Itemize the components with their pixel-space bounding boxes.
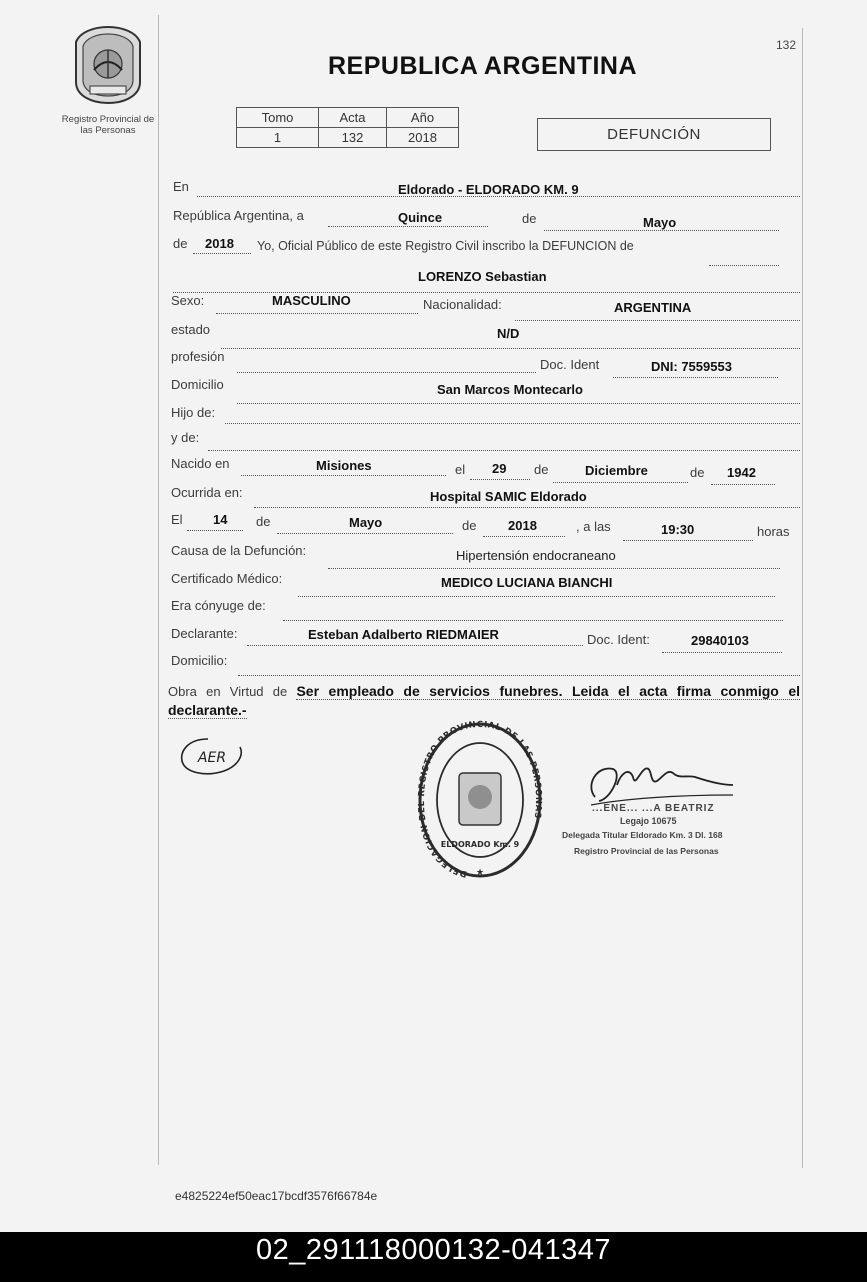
estado-label: estado	[171, 322, 211, 337]
domicilio2-label: Domicilio:	[171, 653, 228, 668]
dotted-line	[208, 450, 800, 451]
def-anio-value: 2018	[508, 518, 537, 533]
obra-label: Obra en Virtud de	[168, 684, 288, 699]
table-header-cell: Tomo	[237, 108, 319, 128]
dotted-line	[216, 313, 418, 314]
dotted-line	[238, 675, 800, 676]
dotted-line	[515, 320, 800, 321]
el-label: el	[455, 462, 466, 477]
de5-label: de	[256, 514, 271, 529]
day-words-value: Quince	[398, 210, 443, 225]
dotted-line	[709, 265, 779, 266]
year-value: 2018	[205, 236, 234, 251]
page-number: 132	[776, 38, 797, 52]
dotted-line	[187, 530, 243, 531]
page-title: REPUBLICA ARGENTINA	[328, 52, 638, 80]
obra-value: Ser empleado de servicios funebres. Leida el acta firma conmigo el declarante.-	[168, 683, 800, 718]
dotted-line	[237, 403, 800, 404]
stamp-center-text: ELDORADO Km. 9	[440, 840, 520, 849]
table-header-cell: Año	[387, 108, 459, 128]
dotted-line	[483, 536, 565, 537]
en-label: En	[173, 179, 189, 194]
record-table	[236, 107, 459, 148]
dotted-line	[553, 482, 688, 483]
dotted-line	[247, 645, 583, 646]
dotted-line	[623, 540, 753, 541]
footer-code: 02_291118000132-041347	[255, 1234, 612, 1266]
dotted-line	[711, 484, 775, 485]
dotted-line	[241, 475, 446, 476]
dotted-line	[283, 620, 783, 621]
def-dia-value: 14	[213, 512, 228, 527]
certificado-label: Certificado Médico:	[171, 571, 283, 586]
alas-label: , a las	[576, 519, 611, 534]
dotted-line	[662, 652, 782, 653]
table-cell: 2018	[387, 128, 459, 148]
dotted-line	[237, 372, 536, 373]
doc-value: DNI: 7559553	[651, 359, 732, 374]
month-value: Mayo	[643, 215, 677, 230]
initials-signature	[178, 733, 248, 781]
document-hash: e4825224ef50eac17bcdf3576f66784e	[175, 1189, 378, 1203]
dotted-line	[298, 596, 775, 597]
nacido-label: Nacido en	[171, 456, 230, 471]
ocurrida-value: Hospital SAMIC Eldorado	[430, 489, 587, 504]
yde-label: y de:	[171, 430, 200, 445]
domicilio-label: Domicilio	[171, 377, 224, 392]
horas-label: horas	[757, 524, 790, 539]
official-role: Delegada Titular Eldorado Km. 3 Dl. 168	[562, 830, 723, 840]
table-cell: 132	[319, 128, 387, 148]
sexo-value: MASCULINO	[272, 293, 351, 308]
table-header-row	[237, 108, 459, 128]
de6-label: de	[462, 518, 477, 533]
nacido-lugar-value: Misiones	[316, 458, 372, 473]
official-registry: Registro Provincial de las Personas	[574, 846, 719, 856]
nacido-dia-value: 29	[492, 461, 507, 476]
dotted-line	[328, 568, 780, 569]
estado-value: N/D	[497, 326, 520, 341]
doc2-value: 29840103	[691, 633, 749, 648]
declarante-value: Esteban Adalberto RIEDMAIER	[308, 627, 499, 642]
document-type-box: DEFUNCIÓN	[537, 118, 771, 151]
deceased-name-value: LORENZO Sebastian	[418, 269, 547, 284]
registry-label-line2: las Personas	[80, 125, 136, 136]
def-mes-value: Mayo	[349, 515, 383, 530]
de2-label: de	[173, 236, 188, 251]
hijo-label: Hijo de:	[171, 405, 216, 420]
official-legajo: Legajo 10675	[620, 816, 677, 826]
conyuge-label: Era cónyuge de:	[171, 598, 266, 613]
dotted-line	[328, 226, 488, 227]
dotted-line	[470, 479, 530, 480]
certificado-value: MEDICO LUCIANA BIANCHI	[441, 575, 613, 590]
dotted-line	[225, 423, 800, 424]
official-name: ...ENE... ...A BEATRIZ	[592, 803, 715, 814]
right-margin-line	[802, 28, 803, 1168]
de4-label: de	[690, 465, 705, 480]
doc-label: Doc. Ident	[540, 357, 600, 372]
official-signature	[583, 755, 743, 810]
dotted-line	[544, 230, 779, 231]
oficial-text: Yo, Oficial Público de este Registro Civil inscribo la DEFUNCION de	[257, 239, 634, 253]
causa-value: Hipertensión endocraneano	[456, 548, 616, 563]
de-label: de	[522, 211, 537, 226]
registry-label-line1: Registro Provincial de	[61, 114, 155, 125]
table-cell: 1	[237, 128, 319, 148]
doc2-label: Doc. Ident:	[587, 632, 650, 647]
table-row	[237, 128, 459, 148]
dotted-line	[613, 377, 778, 378]
nacionalidad-value: ARGENTINA	[614, 300, 692, 315]
left-margin-line	[158, 15, 159, 1165]
def-hora-value: 19:30	[661, 522, 695, 537]
ocurrida-label: Ocurrida en:	[171, 485, 243, 500]
profesion-label: profesión	[171, 349, 225, 364]
dotted-line	[193, 253, 251, 254]
official-stamp	[412, 715, 548, 885]
initials-text: AER	[197, 750, 227, 766]
republica-label: República Argentina, a	[173, 208, 304, 223]
dotted-line	[254, 507, 800, 508]
dotted-line	[221, 348, 800, 349]
declarante-label: Declarante:	[171, 626, 238, 641]
table-header-cell: Acta	[319, 108, 387, 128]
causa-label: Causa de la Defunción:	[171, 543, 307, 558]
sexo-label: Sexo:	[171, 293, 205, 308]
domicilio-value: San Marcos Montecarlo	[437, 382, 583, 397]
provincial-emblem-icon	[70, 24, 146, 106]
nacido-mes-value: Diciembre	[585, 463, 648, 478]
registry-label	[50, 114, 166, 136]
dotted-line	[173, 292, 800, 293]
stamp-star-icon: ★	[475, 867, 485, 877]
el2-label: El	[171, 512, 183, 527]
de3-label: de	[534, 462, 549, 477]
nacido-anio-value: 1942	[727, 465, 756, 480]
dotted-line	[277, 533, 453, 534]
nacionalidad-label: Nacionalidad:	[423, 297, 502, 312]
stamp-ring-text: DELEGACION DEL REGISTRO PROVINCIAL DE LAS PERSONAS	[416, 719, 544, 879]
en-value: Eldorado - ELDORADO KM. 9	[398, 182, 579, 197]
